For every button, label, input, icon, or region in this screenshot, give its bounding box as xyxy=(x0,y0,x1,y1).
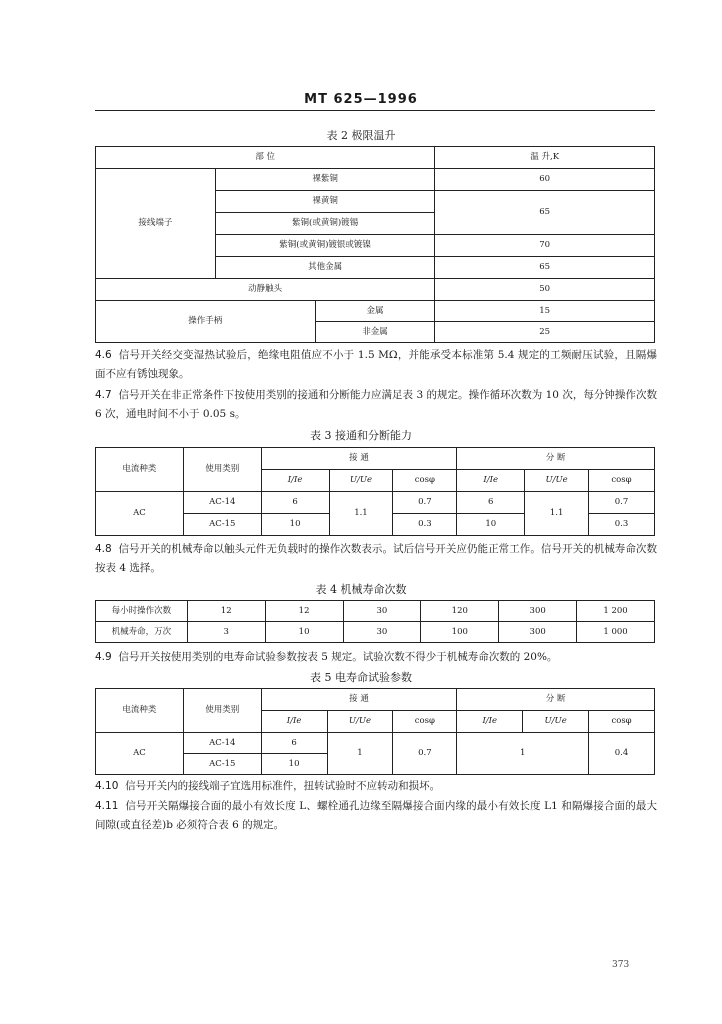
para-number: 4.11 xyxy=(95,800,119,812)
table4-cell: 12 xyxy=(265,601,343,622)
table4-cell: 300 xyxy=(499,622,577,643)
para-4-9 xyxy=(95,648,657,667)
table2-row-value: 65 xyxy=(435,191,655,235)
table3-sub-head: I/Ie xyxy=(457,470,525,492)
table2-row-value: 60 xyxy=(435,169,655,191)
table5-make-i: 6 xyxy=(261,733,327,754)
para-4-6 xyxy=(95,346,657,384)
table2-handle-metal-value: 15 xyxy=(435,301,655,322)
table3-sub-head: U/Ue xyxy=(525,470,589,492)
table2-head-temp: 温 升,K xyxy=(435,147,655,169)
table2-caption: 表 2 极限温升 xyxy=(326,129,396,142)
table5-ac: AC xyxy=(96,733,184,775)
table3-sub-head: I/Ie xyxy=(261,470,329,492)
table4 xyxy=(95,600,655,643)
table5-break-head: 分 断 xyxy=(457,689,655,711)
table2-handle-nonmetal-value: 25 xyxy=(435,322,655,343)
table3-break-i: 10 xyxy=(457,514,525,536)
table5-break-cos: 0.4 xyxy=(589,733,655,775)
table3-break-i: 6 xyxy=(457,492,525,514)
para-4-11 xyxy=(95,797,657,835)
table2-contact-value: 50 xyxy=(435,279,655,301)
table4-cell: 100 xyxy=(421,622,499,643)
para-number: 4.10 xyxy=(95,780,119,792)
table5-make-i: 10 xyxy=(261,754,327,775)
table3-caption: 表 3 接通和分断能力 xyxy=(310,429,412,442)
table2-row-name: 裸黄铜 xyxy=(215,191,435,213)
table4-cell: 30 xyxy=(343,601,421,622)
table5-caption: 表 5 电寿命试验参数 xyxy=(310,671,412,684)
table4-cell: 3 xyxy=(187,622,265,643)
table5-current-type: 电流种类 xyxy=(96,689,184,733)
para-text: 信号开关在非正常条件下按使用类别的接通和分断能力应满足表 3 的规定。操作循环次数为 10 次，每分钟操作次数 6 次，通电时间不小于 0.05 s。 xyxy=(95,389,657,420)
table2-row-name: 裸紫铜 xyxy=(215,169,435,191)
table2-terminal-label: 接线端子 xyxy=(96,169,216,279)
table3-ac: AC xyxy=(96,492,184,536)
header-rule xyxy=(95,110,655,111)
table5-sub-head: cosφ xyxy=(393,711,457,733)
table3-make-head: 接 通 xyxy=(261,448,457,470)
table3-make-i: 6 xyxy=(261,492,329,514)
para-4-10 xyxy=(95,777,657,796)
table2 xyxy=(95,146,655,343)
para-text: 信号开关经交变湿热试验后，绝缘电阻值应不小于 1.5 MΩ，并能承受本标准第 5.4 规定的工频耐压试验，且隔爆面不应有锈蚀现象。 xyxy=(95,349,657,380)
para-text: 信号开关内的接线端子宜选用标准件，扭转试验时不应转动和损坏。 xyxy=(125,780,441,792)
table2-handle-metal: 金属 xyxy=(315,301,435,322)
table4-cell: 1 200 xyxy=(577,601,655,622)
table2-head-part: 部 位 xyxy=(96,147,435,169)
table5-sub-head: cosφ xyxy=(589,711,655,733)
table5-cat: AC-14 xyxy=(183,733,261,754)
table4-cell: 12 xyxy=(187,601,265,622)
para-number: 4.8 xyxy=(95,543,112,555)
table3-current-type: 电流种类 xyxy=(96,448,184,492)
page-header: MT 625—1996 xyxy=(304,92,418,107)
para-text: 信号开关的机械寿命以触头元件无负载时的操作次数表示。试后信号开关应仍能正常工作。信号开关的机械寿命次数按表 4 选择。 xyxy=(95,543,657,574)
para-number: 4.9 xyxy=(95,651,112,663)
table5-sub-head: I/Ie xyxy=(457,711,523,733)
table5-break-iu: 1 xyxy=(457,733,589,775)
table4-cell: 10 xyxy=(265,622,343,643)
table3-make-i: 10 xyxy=(261,514,329,536)
table2-row-name: 紫铜(或黄铜)镀锡 xyxy=(215,213,435,235)
table3-make-u: 1.1 xyxy=(329,492,393,536)
para-text: 信号开关隔爆接合面的最小有效长度 L、螺栓通孔边缘至隔爆接合面内缘的最小有效长度 L1 和隔爆接合面的最大间隙(或直径差)b 必须符合表 6 的规定。 xyxy=(95,800,657,831)
table3-category: 使用类别 xyxy=(183,448,261,492)
para-4-7 xyxy=(95,386,657,424)
table2-handle-nonmetal: 非金属 xyxy=(315,322,435,343)
table5-make-u: 1 xyxy=(327,733,393,775)
table5-category: 使用类别 xyxy=(183,689,261,733)
para-text: 信号开关按使用类别的电寿命试验参数按表 5 规定。试验次数不得少于机械寿命次数的 20%。 xyxy=(118,651,558,663)
table2-row-name: 紫铜(或黄铜)镀银或镀镍 xyxy=(215,235,435,257)
table4-row1-label: 每小时操作次数 xyxy=(96,601,188,622)
table2-handle-label: 操作手柄 xyxy=(96,301,316,343)
table3-make-cos: 0.7 xyxy=(393,492,457,514)
table5-make-cos: 0.7 xyxy=(393,733,457,775)
page-number: 373 xyxy=(612,960,630,970)
table5-make-head: 接 通 xyxy=(261,689,457,711)
table4-caption: 表 4 机械寿命次数 xyxy=(315,583,407,596)
table4-cell: 300 xyxy=(499,601,577,622)
table5-sub-head: U/Ue xyxy=(523,711,589,733)
para-number: 4.7 xyxy=(95,389,112,401)
table3-sub-head: U/Ue xyxy=(329,470,393,492)
table3-cat: AC-14 xyxy=(183,492,261,514)
table3 xyxy=(95,447,655,536)
para-4-8 xyxy=(95,540,657,578)
table4-row2-label: 机械寿命，万次 xyxy=(96,622,188,643)
para-number: 4.6 xyxy=(95,349,112,361)
table3-make-cos: 0.3 xyxy=(393,514,457,536)
table4-cell: 120 xyxy=(421,601,499,622)
table3-break-head: 分 断 xyxy=(457,448,655,470)
table4-cell: 1 000 xyxy=(577,622,655,643)
table4-cell: 30 xyxy=(343,622,421,643)
table2-row-value: 65 xyxy=(435,257,655,279)
table5 xyxy=(95,688,655,775)
table3-sub-head: cosφ xyxy=(393,470,457,492)
table5-sub-head: I/Ie xyxy=(261,711,327,733)
table2-row-value: 70 xyxy=(435,235,655,257)
table3-break-cos: 0.7 xyxy=(589,492,655,514)
table5-cat: AC-15 xyxy=(183,754,261,775)
table3-cat: AC-15 xyxy=(183,514,261,536)
table2-contact-name: 动静触头 xyxy=(96,279,435,301)
table5-sub-head: U/Ue xyxy=(327,711,393,733)
table3-sub-head: cosφ xyxy=(589,470,655,492)
table3-break-u: 1.1 xyxy=(525,492,589,536)
table3-break-cos: 0.3 xyxy=(589,514,655,536)
table2-row-name: 其他金属 xyxy=(215,257,435,279)
